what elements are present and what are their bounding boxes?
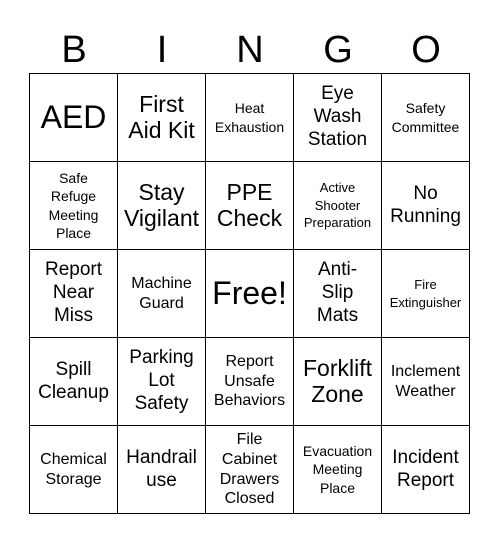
bingo-cell-r5c3[interactable] [206,426,294,514]
header-letter-o: O [411,29,441,71]
bingo-cell-r4c4[interactable] [294,338,382,426]
bingo-cell-text: Active Shooter Preparation [303,180,372,231]
bingo-cell-text: Free! [212,274,287,311]
header-letter-g: G [323,29,353,71]
bingo-cell-r1c5[interactable] [382,74,470,162]
bingo-cell-r1c4[interactable] [294,74,382,162]
bingo-cell-text: Handrail use [126,446,197,491]
bingo-cell-r3c1[interactable] [30,250,118,338]
bingo-cell-text: Evacuation Meeting Place [302,443,373,496]
bingo-cell-text: First Aid Kit [128,90,195,143]
header-letter-b: B [61,29,87,71]
bingo-cell-r2c5[interactable] [382,162,470,250]
bingo-cell-text: Incident Report [392,446,459,491]
header-letter-i: I [156,29,168,71]
bingo-cell-r3c5[interactable] [382,250,470,338]
bingo-cell-r4c5[interactable] [382,338,470,426]
bingo-cell-r4c2[interactable] [118,338,206,426]
bingo-cell-r2c4[interactable] [294,162,382,250]
bingo-cell-free[interactable] [206,250,294,338]
bingo-cell-r2c1[interactable] [30,162,118,250]
bingo-cell-text: AED [40,98,107,135]
bingo-cell-text: No Running [390,182,461,227]
bingo-header [30,26,470,74]
bingo-cell-r1c1[interactable] [30,74,118,162]
bingo-cell-r4c3[interactable] [206,338,294,426]
bingo-cell-text: PPE Check [216,178,283,231]
bingo-cell-text: Parking Lot Safety [129,347,194,414]
bingo-cell-r3c4[interactable] [294,250,382,338]
bingo-cell-r5c2[interactable] [118,426,206,514]
bingo-cell-r5c1[interactable] [30,426,118,514]
bingo-cell-r1c2[interactable] [118,74,206,162]
bingo-cell-r5c4[interactable] [294,426,382,514]
bingo-cell-text: Heat Exhaustion [214,100,285,135]
bingo-cell-r2c2[interactable] [118,162,206,250]
bingo-cell-text: Machine Guard [131,274,192,312]
bingo-cell-text: Inclement Weather [390,362,461,400]
bingo-cell-r4c1[interactable] [30,338,118,426]
bingo-cell-text: Safety Committee [391,100,460,135]
bingo-cell-text: Forklift Zone [303,354,372,407]
bingo-card-grid [29,73,470,514]
header-letter-n: N [236,29,264,71]
bingo-cell-text: Anti-Slip Mats [316,259,359,326]
bingo-cell-text: Stay Vigilant [123,178,200,231]
bingo-cell-text: Eye Wash Station [307,83,368,150]
bingo-cell-r5c5[interactable] [382,426,470,514]
bingo-cell-text: File Cabinet Drawers Closed [219,431,280,508]
bingo-cell-text: Spill Cleanup [38,358,109,403]
bingo-cell-text: Safe Refuge Meeting Place [48,170,99,241]
bingo-cell-r1c3[interactable] [206,74,294,162]
bingo-cell-text: Report Near Miss [44,259,103,326]
bingo-cell-text: Report Unsafe Behaviors [213,353,286,410]
bingo-cell-r3c2[interactable] [118,250,206,338]
bingo-cell-text: Fire Extinguisher [389,276,462,310]
bingo-cell-r2c3[interactable] [206,162,294,250]
bingo-cell-text: Chemical Storage [40,450,107,488]
